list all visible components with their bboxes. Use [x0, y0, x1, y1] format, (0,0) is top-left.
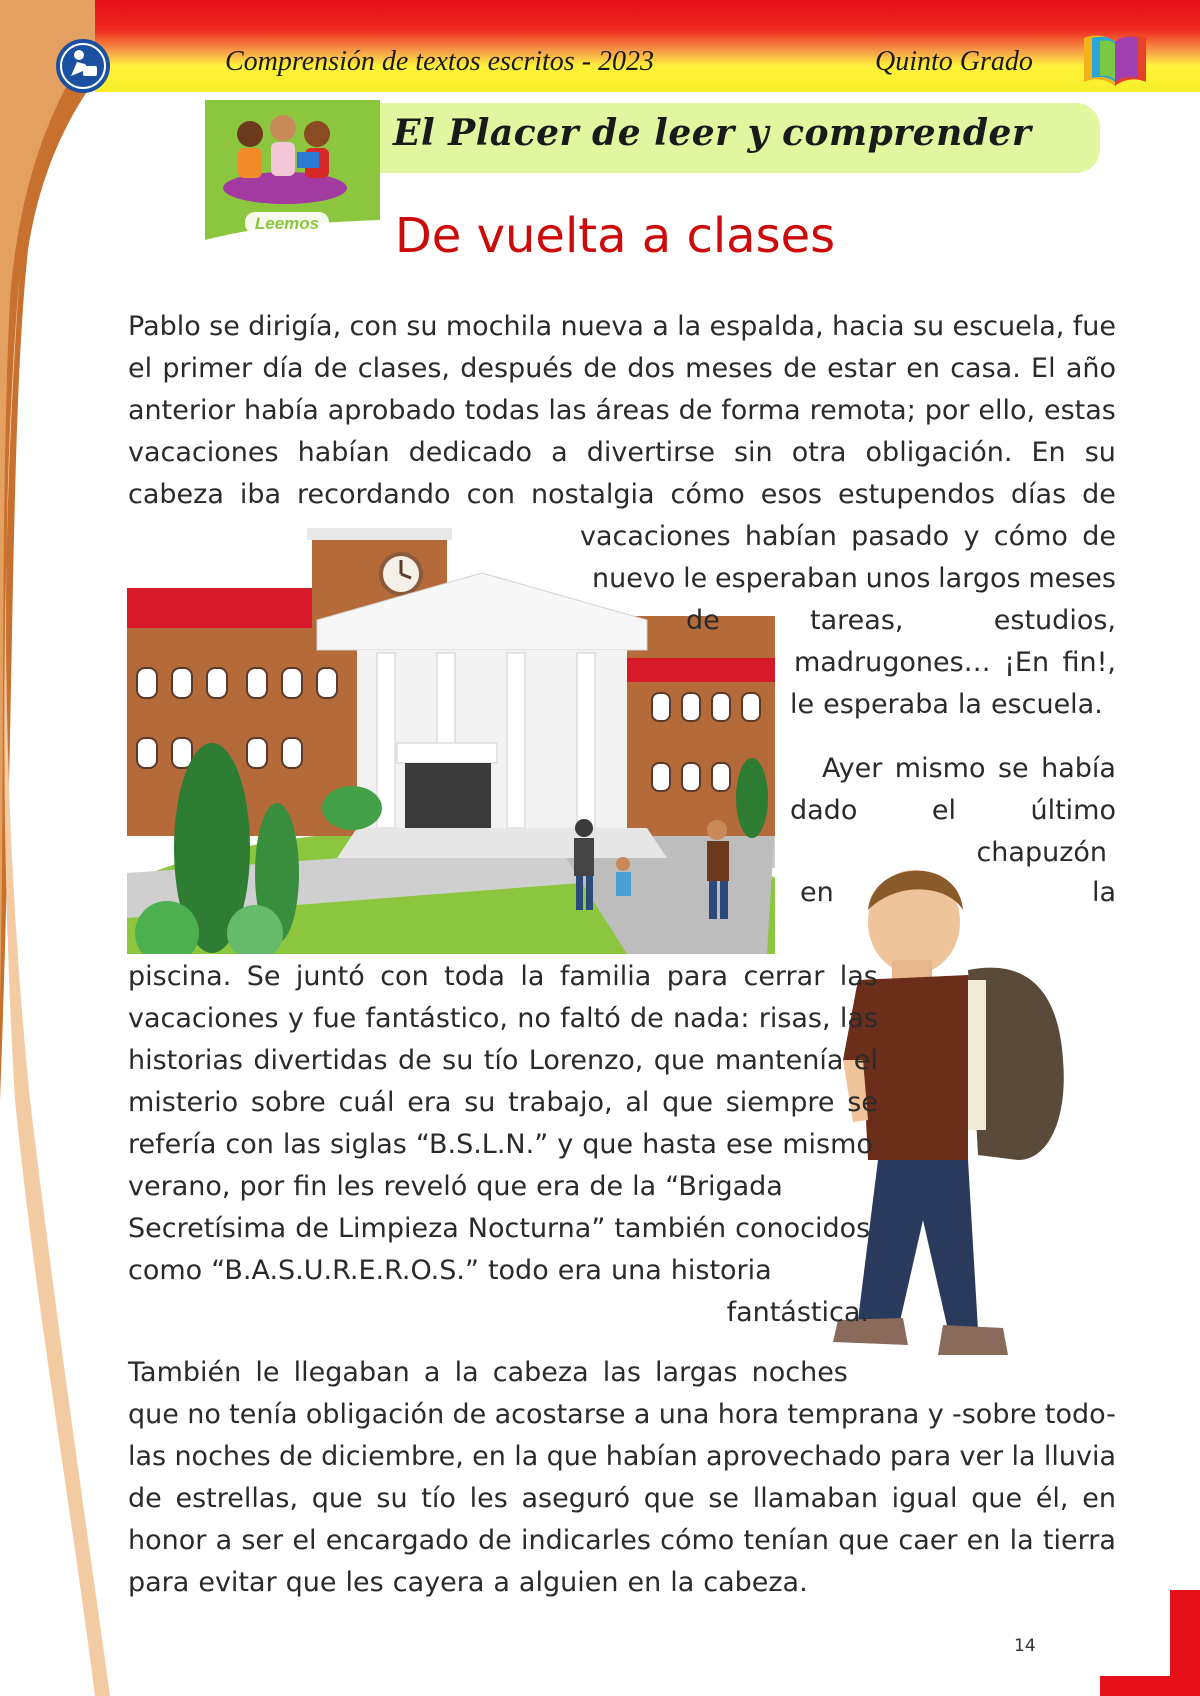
story-text-line: piscina. Se juntó con toda la familia para cerrar las	[128, 961, 878, 992]
story-text-line: cabeza iba recordando con nostalgia cómo esos estupendos días de	[128, 479, 1116, 510]
story-text-line: Ayer mismo se había	[822, 753, 1116, 784]
story-text-line: refería con las siglas “B.S.L.N.” y que hasta ese mismo	[128, 1129, 873, 1160]
story-text-line: vacaciones habían pasado y cómo de	[580, 521, 1116, 552]
corner-decoration	[1100, 1590, 1200, 1696]
colorful-book-icon	[1080, 30, 1150, 90]
story-text-line: en la	[800, 877, 1116, 908]
header-title: Comprensión de textos escritos - 2023	[225, 46, 655, 77]
story-text-line: como “B.A.S.U.R.E.R.O.S.” todo era una historia	[128, 1255, 772, 1286]
story-text-line: vacaciones habían dedicado a divertirse sin otra obligación. En su	[128, 437, 1116, 468]
story-text-line: anterior había aprobado todas las áreas de forma remota; por ello, estas	[128, 395, 1116, 426]
story-text-line: que no tenía obligación de acostarse a una hora temprana y -sobre todo-	[128, 1399, 1116, 1430]
story-text-line: misterio sobre cuál era su trabajo, al que siempre se	[128, 1087, 878, 1118]
story-text-line: el primer día de clases, después de dos meses de estar en casa. El año	[128, 353, 1116, 384]
leemos-badge-label: Leemos	[254, 214, 320, 233]
story-text-line: historias divertidas de su tío Lorenzo, que mantenía el	[128, 1045, 878, 1076]
story-text-line: nuevo le esperaban unos largos meses	[592, 563, 1116, 594]
story-text-line: le esperaba la escuela.	[790, 689, 1103, 720]
story-text-line: Pablo se dirigía, con su mochila nueva a la espalda, hacia su escuela, fue	[128, 311, 1116, 342]
story-text-line: honor a ser el encargado de indicarles cómo tenían que caer en la tierra	[128, 1525, 1116, 1556]
section-banner-title: El Placer de leer y comprender	[393, 112, 1032, 154]
story-text-line: Secretísima de Limpieza Nocturna” también conocidos	[128, 1213, 871, 1244]
story-text-line: verano, por fin les reveló que era de la “Brigada	[128, 1171, 783, 1202]
story-text-line: También le llegaban a la cabeza las largas noches	[128, 1357, 848, 1388]
story-text-line: de tareas, estudios,	[686, 605, 1116, 636]
story-text-line: dado el último	[790, 795, 1116, 826]
story-title: De vuelta a clases	[394, 208, 836, 264]
story-text-line: vacaciones y fue fantástico, no faltó de nada: risas, las	[128, 1003, 878, 1034]
page-number: 14	[1014, 1636, 1036, 1656]
reading-person-icon	[55, 38, 111, 94]
story-text-line: para evitar que les cayera a alguien en la cabeza.	[128, 1567, 808, 1598]
story-text-line: madrugones… ¡En fin!,	[794, 647, 1116, 678]
header-grade: Quinto Grado	[875, 46, 1033, 77]
story-text-line: las noches de diciembre, en la que habían aprovechado para ver la lluvia	[128, 1441, 1116, 1472]
story-text-line: chapuzón	[976, 837, 1107, 868]
story-text-line: de estrellas, que su tío les aseguró que se llamaban igual que él, en	[128, 1483, 1116, 1514]
story-text-line: fantástica.	[726, 1297, 869, 1328]
